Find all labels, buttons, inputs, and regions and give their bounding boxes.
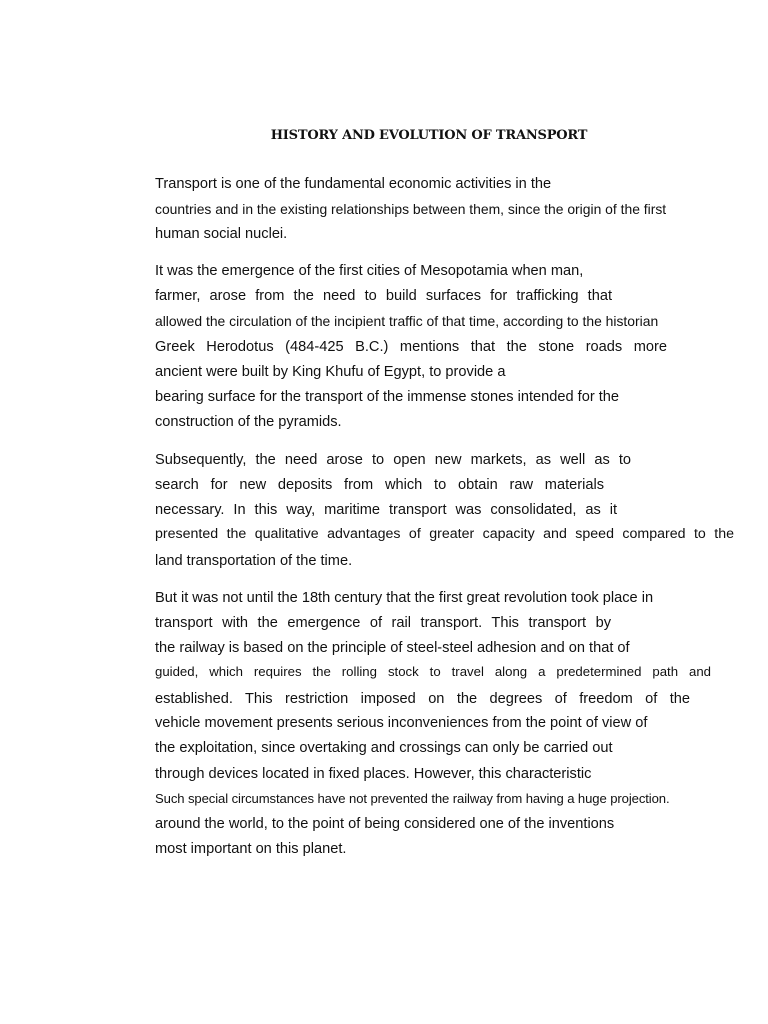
text-line: Such special circumstances have not prevented the railway from having a huge projection. — [155, 791, 670, 806]
text-line: the exploitation, since overtaking and crossings can only be carried out — [155, 740, 613, 756]
text-line: allowed the circulation of the incipient traffic of that time, according to the historian — [155, 313, 659, 329]
text-line: construction of the pyramids. — [155, 414, 342, 430]
document-title: HISTORY AND EVOLUTION OF TRANSPORT — [270, 128, 588, 143]
text-line: bearing surface for the transport of the immense stones intended for the — [155, 389, 620, 405]
text-line: through devices located in fixed places. However, this characteristic — [155, 766, 592, 782]
text-line: search for new deposits from which to obtain raw materials — [155, 477, 604, 493]
text-line: vehicle movement presents serious inconveniences from the point of view of — [155, 715, 648, 731]
text-line: guided, which requires the rolling stock to travel along a predetermined path and — [155, 664, 711, 679]
text-line: necessary. In this way, maritime transport was consolidated, as it — [155, 502, 617, 518]
text-line: countries and in the existing relationships between them, since the origin of the first — [155, 201, 667, 217]
text-line: ancient were built by King Khufu of Egypt, to provide a — [155, 364, 506, 380]
text-line: It was the emergence of the first cities of Mesopotamia when man, — [155, 263, 584, 279]
text-line: established. This restriction imposed on the degrees of freedom of the — [155, 691, 690, 707]
text-line: Transport is one of the fundamental economic activities in the — [155, 176, 552, 192]
text-line: around the world, to the point of being considered one of the inventions — [155, 816, 615, 832]
text-line: land transportation of the time. — [155, 553, 353, 569]
text-line: transport with the emergence of rail transport. This transport by — [155, 615, 611, 631]
text-line: human social nuclei. — [155, 226, 288, 242]
text-line: presented the qualitative advantages of greater capacity and speed compared to the — [155, 526, 734, 542]
text-line: But it was not until the 18th century that the first great revolution took place in — [155, 590, 654, 606]
text-line: Subsequently, the need arose to open new markets, as well as to — [155, 452, 631, 468]
text-line: Greek Herodotus (484-425 B.C.) mentions that the stone roads more — [155, 339, 667, 355]
text-line: farmer, arose from the need to build surfaces for trafficking that — [155, 288, 612, 304]
text-line: the railway is based on the principle of steel-steel adhesion and on that of — [155, 640, 630, 656]
text-line: most important on this planet. — [155, 841, 347, 857]
